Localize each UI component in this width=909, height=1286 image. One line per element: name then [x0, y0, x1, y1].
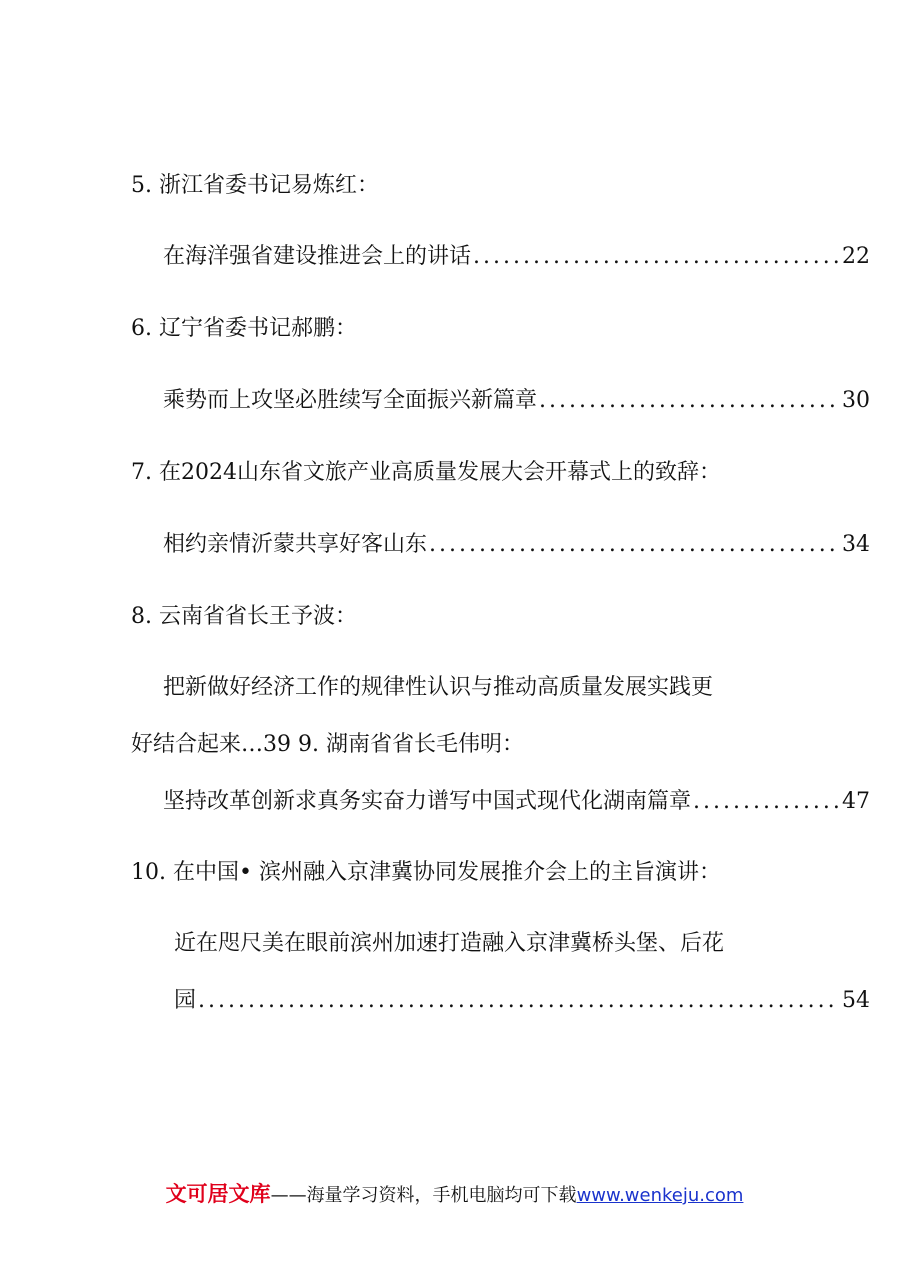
toc-heading-8: 8. 云南省省长王予波： — [131, 604, 357, 629]
dot-leader — [198, 986, 838, 1016]
toc-entry-7[interactable] — [163, 530, 870, 560]
toc-heading-7: 7. 在2024山东省文旅产业高质量发展大会开幕式上的致辞： — [131, 460, 721, 485]
toc-entry-6[interactable] — [163, 386, 870, 416]
toc-entry-10-line2[interactable] — [174, 986, 870, 1016]
footer-site-link[interactable]: www.wenkeju.com — [576, 1185, 744, 1206]
toc-entry-10-line1[interactable]: 近在咫尺美在眼前滨州加速打造融入京津冀桥头堡、后花 — [174, 931, 725, 956]
toc-entry-title: 坚持改革创新求真务实奋力谱写中国式现代化湖南篇章 — [163, 789, 692, 814]
page-number: 47 — [842, 789, 870, 814]
toc-heading-5: 5. 浙江省委书记易炼红： — [131, 173, 379, 198]
page-number: 54 — [842, 988, 870, 1013]
footer-tagline: ——海量学习资料，手机电脑均可下载 — [270, 1185, 577, 1206]
dot-leader — [693, 787, 838, 817]
toc-heading-10: 10. 在中国• 滨州融入京津冀协同发展推介会上的主旨演讲： — [131, 860, 721, 885]
toc-entry-5[interactable] — [163, 242, 870, 272]
footer-brand: 文可居文库 — [165, 1182, 271, 1206]
dot-leader — [429, 530, 838, 560]
toc-entry-8-line1[interactable]: 把新做好经济工作的规律性认识与推动高质量发展实践更 — [163, 675, 714, 700]
dot-leader — [539, 386, 838, 416]
toc-entry-title: 园 — [174, 988, 197, 1013]
footer — [0, 1181, 909, 1209]
toc-entry-title: 相约亲情沂蒙共享好客山东 — [163, 532, 428, 557]
page-number: 30 — [842, 388, 870, 413]
page-number: 22 — [842, 244, 870, 269]
toc-entry-title: 在海洋强省建设推进会上的讲话 — [163, 244, 472, 269]
toc-entry-9[interactable] — [163, 787, 870, 817]
toc-entry-8-line2[interactable]: 好结合起来…39 9. 湖南省省长毛伟明： — [131, 732, 524, 757]
toc-heading-6: 6. 辽宁省委书记郝鹏： — [131, 316, 357, 341]
toc-entry-title: 乘势而上攻坚必胜续写全面振兴新篇章 — [163, 388, 538, 413]
dot-leader — [473, 242, 838, 272]
page-number: 34 — [842, 532, 870, 557]
